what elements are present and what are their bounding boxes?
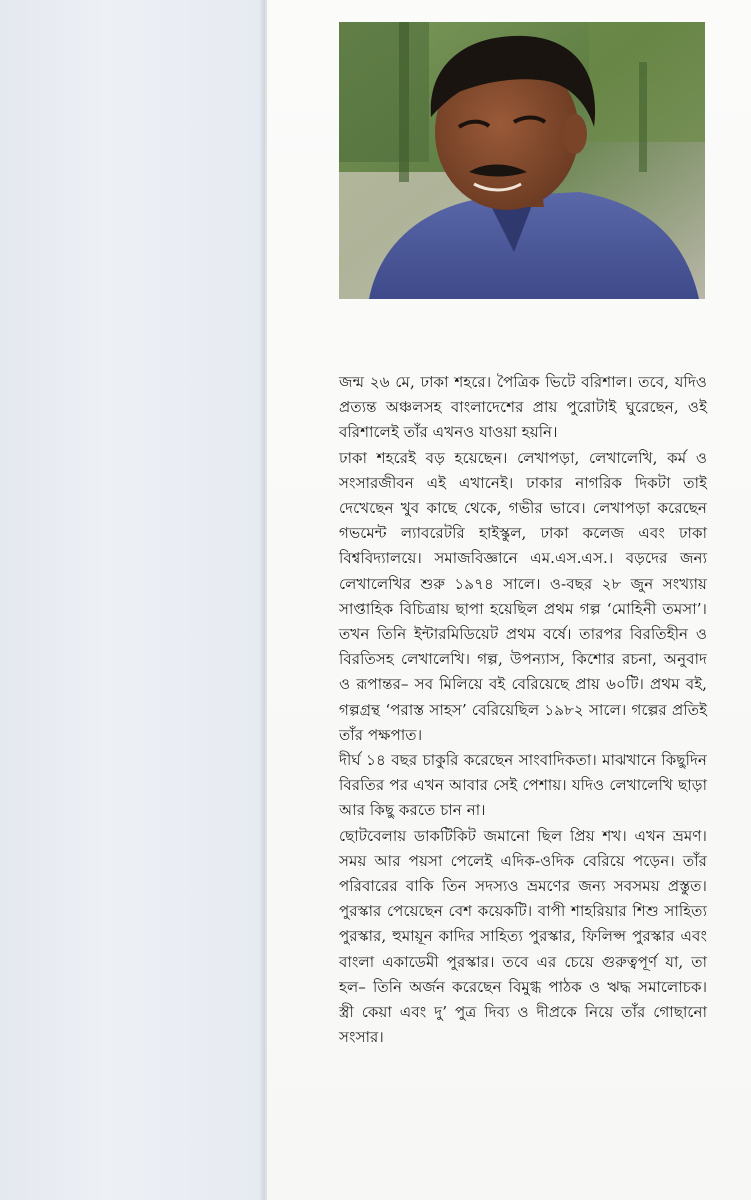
bio-paragraph: জন্ম ২৬ মে, ঢাকা শহরে। পৈত্রিক ভিটে বরিশাল। তবে, যদিও প্রত্যন্ত অঞ্চলসহ বাংলাদেশের প্রায় পুরোটাই ঘুরেছেন, ওই বরিশালেই তাঁর এখনও যাওয়া হয়নি। — [339, 373, 707, 442]
book-flap-panel — [0, 0, 265, 1200]
bio-paragraph: ছোটবেলায় ডাকটিকিট জমানো ছিল প্রিয় শখ। এখন ভ্রমণ। সময় আর পয়সা পেলেই এদিক-ওদিক বেরিয়ে পড়েন। তাঁর পরিবারের বাকি তিন সদস্যও ভ্রমণের জন্য সবসময় প্রস্তুত। পুরস্কার পেয়েছেন বেশ কয়েকটি। বাপী শাহরিয়ার শিশু সাহিত্য পুরস্কার, হুমায়ূন কাদির সাহিত্য পুরস্কার, ফিলিপ্স পুরস্কার এবং বাংলা একাডেমী পুরস্কার। তবে এর চেয়ে গুরুত্বপূর্ণ যা, তা হল– তিনি অর্জন করেছেন বিমুগ্ধ পাঠক ও ঋদ্ধ সমালোচক। স্ত্রী কেয়া এবং দু’ পুত্র দিব্য ও দীপ্রকে নিয়ে তাঁর গোছানো সংসার। — [339, 826, 707, 1047]
flap-fold-shadow — [259, 0, 267, 1200]
bio-paragraph: ঢাকা শহরেই বড় হয়েছেন। লেখাপড়া, লেখালেখি, কর্ম ও সংসারজীবন এই এখানেই। ঢাকার নাগরিক দিকটা তাই দেখেছেন খুব কাছে থেকে, গভীর ভাবে। লেখাপড়া করেছেন গভমেন্ট ল্যাবরেটরি হাইস্কুল, ঢাকা কলেজ এবং ঢাকা বিশ্ববিদ্যালয়ে। সমাজবিজ্ঞানে এম.এস.এস.। বড়দের জন্য লেখালেখির শুরু ১৯৭৪ সালে। ও-বছর ২৮ জুন সংখ্যায় সাপ্তাহিক বিচিত্রায় ছাপা হয়েছিল প্রথম গল্প ‘মোহিনী তমসা’। তখন তিনি ইন্টারমিডিয়েট প্রথম বর্ষে। তারপর বিরতিহীন ও বিরতিসহ লেখালেখি। গল্প, উপন্যাস, কিশোর রচনা, অনুবাদ ও রূপান্তর– সব মিলিয়ে বই বেরিয়েছে প্রায় ৬০টি। প্রথম বই, গল্পগ্রন্থ ‘পরাস্ত সাহস’ বেরিয়েছিল ১৯৮২ সালে। গল্পের প্রতিই তাঁর পক্ষপাত। — [339, 448, 707, 744]
portrait-photo-icon — [339, 22, 705, 299]
author-photo — [339, 22, 705, 299]
author-biography — [339, 370, 707, 1050]
bio-paragraph: দীর্ঘ ১৪ বছর চাকুরি করেছেন সাংবাদিকতা। মাঝখানে কিছুদিন বিরতির পর এখন আবার সেই পেশায়। যদিও লেখালেখি ছাড়া আর কিছু করতে চান না। — [339, 751, 707, 820]
